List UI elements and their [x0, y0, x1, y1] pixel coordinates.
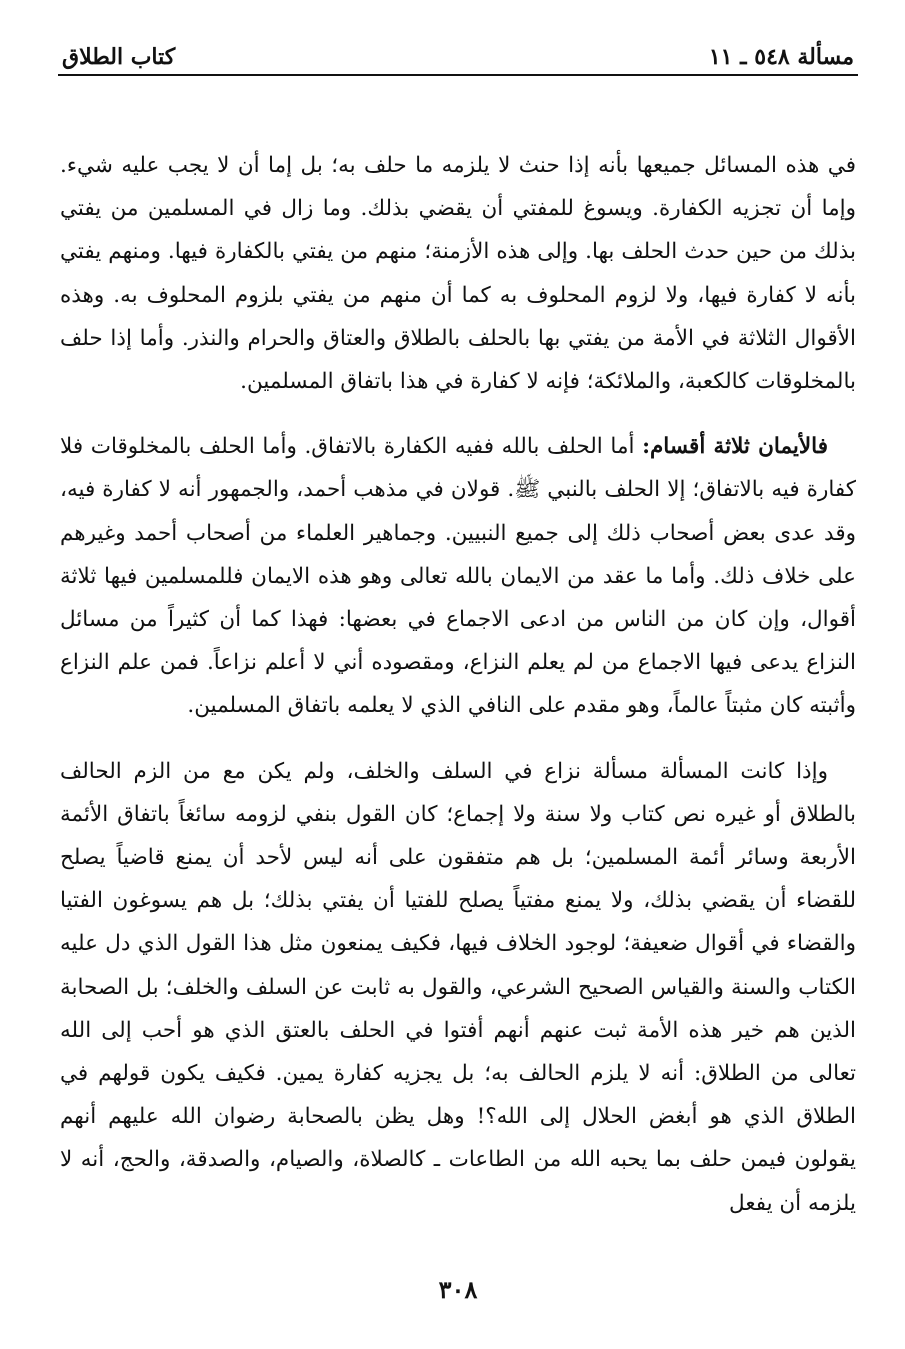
paragraph-1	[60, 144, 856, 403]
paragraph-2-lead: فالأيمان ثلاثة أقسام:	[642, 434, 828, 460]
paragraph-2	[60, 425, 856, 727]
paragraph-2-text: أما الحلف بالله ففيه الكفارة بالاتفاق. وأما الحلف بالمخلوقات فلا كفارة فيه بالاتفاق؛ إلا الحلف بالنبي ﷺ. قولان في مذهب أحمد، والجمهور أنه لا كفارة فيه، وقد عدى بعض أصحاب ذلك إلى جميع النبيين. وجماهير العلماء من أصحاب أحمد وغيرهم على خلاف ذلك. وأما ما عقد من الايمان بالله تعالى وهو هذه الايمان فللمسلمين فيها ثلاثة أقوال، وإن كان من الناس من ادعى الاجماع في بعضها: فهذا كما أن كثيراً من مسائل النزاع يدعى فيها الاجماع من لم يعلم النزاع، ومقصوده أني لا أعلم نزاعاً. فمن علم النزاع وأثبته كان مثبتاً عالماً، وهو مقدم على النافي الذي لا يعلمه باتفاق المسلمين.	[60, 434, 856, 719]
page-number: ٣٠٨	[438, 1275, 478, 1304]
book-page	[52, 38, 864, 1328]
paragraph-3-text: وإذا كانت المسألة مسألة نزاع في السلف والخلف، ولم يكن مع من الزم الحالف بالطلاق أو غيره نص كتاب ولا سنة ولا إجماع؛ كان القول بنفي لزومه سائغاً باتفاق الأئمة الأربعة وسائر أئمة المسلمين؛ بل هم متفقون على أنه ليس لأحد أن يمنع قاضياً يصلح للقضاء أن يقضي بذلك، ولا يمنع مفتياً يصلح للفتيا أن يفتي بذلك؛ بل هم يسوغون الفتيا والقضاء في أقوال ضعيفة؛ لوجود الخلاف فيها، فكيف يمنعون مثل هذا القول الذي دل عليه الكتاب والسنة والقياس الصحيح الشرعي، والقول به ثابت عن السلف والخلف؛ بل الصحابة الذين هم خير هذه الأمة ثبت عنهم أنهم أفتوا في الحلف بالعتق الذي هو أحب إلى الله تعالى من الطلاق: أنه لا يلزم الحالف به؛ بل يجزيه كفارة يمين. فكيف يكون قولهم في الطلاق الذي هو أبغض الحلال إلى الله؟! وهل يظن بالصحابة رضوان الله عليهم أنهم يقولون فيمن حلف بما يحبه الله من الطاعات ـ كالصلاة، والصيام، والصدقة، والحج، أنه لا يلزمه أن يفعل	[60, 758, 856, 1216]
body-text	[52, 144, 864, 1225]
section-label: مسألة ٥٤٨ ـ ١١	[708, 44, 854, 70]
book-title: كتاب الطلاق	[62, 44, 176, 70]
running-header	[58, 38, 858, 76]
paragraph-1-text: في هذه المسائل جميعها بأنه إذا حنث لا يلزمه ما حلف به؛ بل إما أن لا يجب عليه شيء. وإما أن تجزيه الكفارة. ويسوغ للمفتي أن يقضي بذلك. وما زال في المسلمين من يفتي بذلك من حين حدث الحلف بها. وإلى هذه الأزمنة؛ منهم من يفتي بالكفارة فيها. ومنهم يفتي بأنه لا كفارة فيها، ولا لزوم المحلوف به كما أن منهم من يفتي بلزوم المحلوف به. وهذه الأقوال الثلاثة في الأمة من يفتي بها بالحلف بالطلاق والعتاق والحرام والنذر. وأما إذا حلف بالمخلوقات كالكعبة، والملائكة؛ فإنه لا كفارة في هذا باتفاق المسلمين.	[60, 153, 856, 395]
paragraph-3	[60, 750, 856, 1225]
